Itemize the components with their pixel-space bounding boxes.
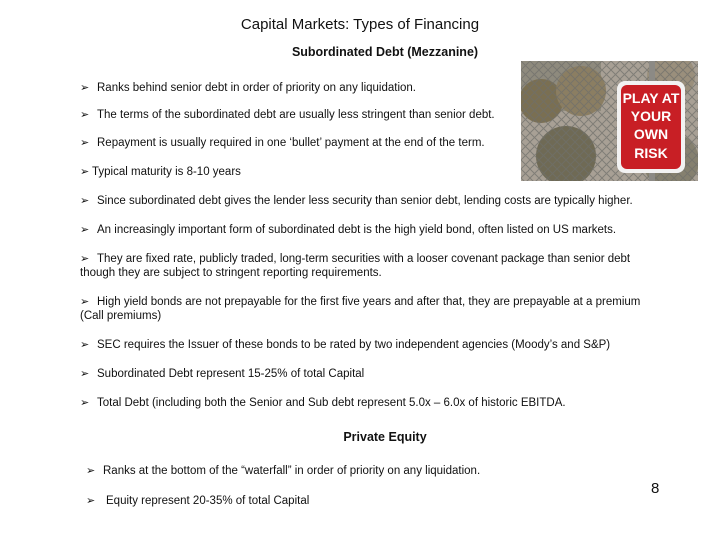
bullet-text: Ranks at the bottom of the “waterfall” in order of priority on any liquidation. <box>103 465 481 477</box>
bullet-text: SEC requires the Issuer of these bonds to be rated by two independent agencies (Moody’s and S&P) <box>97 339 611 351</box>
sign-line-2: YOUR <box>630 108 672 124</box>
bullet-item <box>80 367 364 382</box>
bullet-item <box>80 165 241 180</box>
sign-photo <box>521 61 698 181</box>
bullet-text: They are fixed rate, publicly traded, long-term securities with a looser covenant package than senior debt <box>97 253 631 265</box>
bullet-item <box>80 295 640 310</box>
arrow-bullet-icon: ➢ <box>80 82 90 94</box>
arrow-bullet-icon: ➢ <box>80 137 90 149</box>
arrow-bullet-icon: ➢ <box>80 109 90 121</box>
arrow-bullet-icon: ➢ <box>80 339 90 351</box>
arrow-bullet-icon: ➢ <box>86 495 96 507</box>
bullet-text: High yield bonds are not prepayable for the first five years and after that, they are prepayable at a premium <box>97 296 641 308</box>
bullet-item <box>80 194 633 209</box>
bullet-text: Total Debt (including both the Senior and Sub debt represent 5.0x – 6.0x of historic EBITDA. <box>97 397 566 409</box>
bullet-item <box>80 108 495 123</box>
bullet-item <box>80 81 416 96</box>
arrow-bullet-icon: ➢ <box>86 465 96 477</box>
arrow-bullet-icon: ➢ <box>80 368 90 380</box>
sign-line-3: OWN <box>633 126 669 142</box>
slide-title: Capital Markets: Types of Financing <box>240 16 480 33</box>
bullet-text: The terms of the subordinated debt are usually less stringent than senior debt. <box>97 109 495 121</box>
arrow-bullet-icon: ➢ <box>80 195 90 207</box>
bullet-item <box>86 494 309 509</box>
bullet-text: Repayment is usually required in one ‘bullet’ payment at the end of the term. <box>97 137 485 149</box>
section-heading-private-equity: Private Equity <box>343 430 427 444</box>
bullet-continuation <box>80 309 161 324</box>
arrow-bullet-icon: ➢ <box>80 166 90 178</box>
arrow-bullet-icon: ➢ <box>80 296 90 308</box>
bullet-text: (Call premiums) <box>80 310 162 322</box>
bullet-text: Subordinated Debt represent 15-25% of total Capital <box>97 368 365 380</box>
bullet-text: though they are subject to stringent reporting requirements. <box>80 267 382 279</box>
bullet-text: An increasingly important form of subordinated debt is the high yield bond, often listed on US markets. <box>97 224 617 236</box>
page-number: 8 <box>651 480 660 497</box>
bullet-continuation <box>80 266 382 281</box>
bullet-item <box>80 338 610 353</box>
bullet-item <box>80 136 485 151</box>
sign-line-1: PLAY AT <box>622 90 680 106</box>
bullet-text: Ranks behind senior debt in order of priority on any liquidation. <box>97 82 416 94</box>
bullet-item <box>80 252 630 267</box>
section-heading-subordinated-debt: Subordinated Debt (Mezzanine) <box>291 45 479 59</box>
bullet-text: Typical maturity is 8-10 years <box>92 166 241 178</box>
bullet-item <box>80 396 566 411</box>
arrow-bullet-icon: ➢ <box>80 224 90 236</box>
arrow-bullet-icon: ➢ <box>80 253 90 265</box>
sign-line-4: RISK <box>634 145 668 161</box>
arrow-bullet-icon: ➢ <box>80 397 90 409</box>
bullet-item <box>80 223 616 238</box>
bullet-text: Since subordinated debt gives the lender less security than senior debt, lending costs are typically higher. <box>97 195 633 207</box>
bullet-item <box>86 464 480 479</box>
bullet-text: Equity represent 20-35% of total Capital <box>106 495 310 507</box>
sign-photo-graphic <box>521 61 698 181</box>
